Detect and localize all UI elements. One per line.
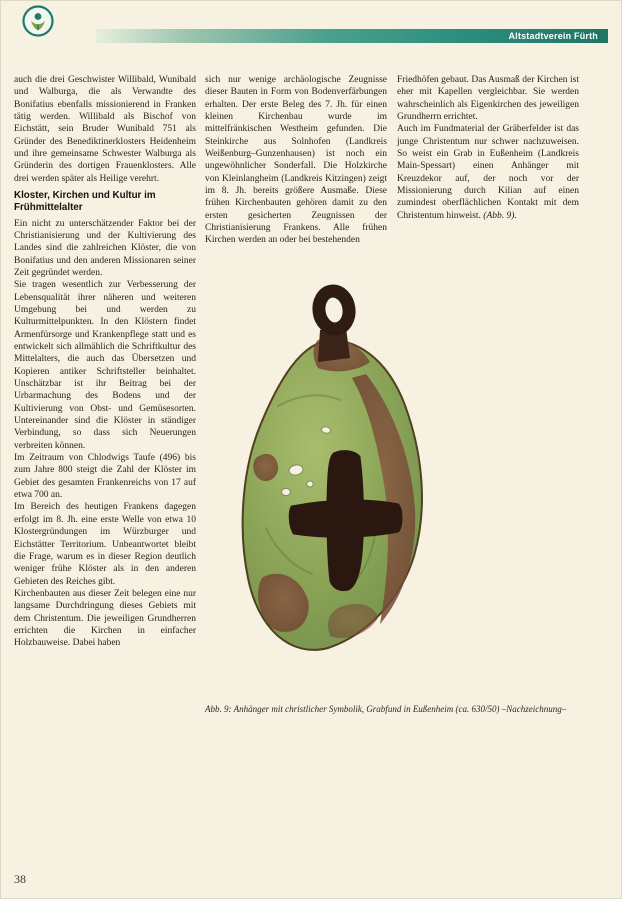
column-middle bbox=[205, 74, 387, 247]
body-paragraph: Sie tragen wesentlich zur Verbesserung der Lebensqualität ihrer näheren und weiteren Umgebung bei und werden zu Kulturmittelpunkten. In den Klöstern findet Armenfürsorge und Krankenpflege statt und es entwickelt sich allmählich die Schriftkultur des Mittelalters, die auch das Übersetzen und Kopieren antiker Schriftsteller beinhaltet. Unschätzbar ist ihr Beitrag bei der Urbarmachung des Bodens und der Kultivierung von Obst- und Gemüsesorten. Untereinander sind die Klöster in ständiger Verbindung, so dass sich Neuerungen verbreiten können. bbox=[14, 280, 196, 451]
body-paragraph: sich nur wenige archäologische Zeugnisse dieser Bauten in Form von Bodenverfärbungen erhalten. Der erste Beleg des 7. Jh. für einen kleinen Kirchenbau wurde im mittelfränkischen Westheim gefunden. Die Steinkirche aus Solnhofen (Landkreis Weißenburg–Gunzenhausen) ist noch ein ungewöhnlicher Sonderfall. Die Holzkirche von Kleinlangheim (Landkreis Kitzingen) zeigt im 8. Jh. bereits größere Ausmaße. Diese frühen Kirchenbauten gehören damit zu den ersten gesicherten Zeugnissen der Christianisierung Frankens. Alle frühen Kirchen werden an oder bei bestehenden bbox=[205, 75, 387, 246]
body-text: Auch im Fundmaterial der Gräberfelder ist das junge Christentum nur schwer nachzuweisen. So weist ein Grab in Eußenheim (Landkreis Main-Spessart) einen Anhänger mit Kreuzdekor auf, der noch vor der Missionierung durch Kilian auf einen zumindest oberflächlichen Kontakt mit dem Christentum hinweist. bbox=[397, 124, 579, 221]
body-paragraph: Im Bereich des heutigen Frankens dagegen erfolgt im 8. Jh. eine erste Welle von etwa 10 Klostergründungen im Würzburger und Eichstätter Territorium. Unbeantwortet bleibt die Frage, warum es in dieser Region deutlich weniger frühe Klöster als in den anderen Gebieten des Reiches gibt. bbox=[14, 502, 196, 587]
figure-reference: (Abb. 9). bbox=[483, 210, 517, 221]
page-number: 38 bbox=[14, 872, 26, 886]
body-paragraph bbox=[397, 123, 579, 222]
pendant-drawing-icon bbox=[218, 278, 433, 676]
section-heading: Kloster, Kirchen und Kultur im Frühmittelalter bbox=[14, 190, 156, 214]
pendant-illustration bbox=[218, 278, 433, 676]
body-paragraph: auch die drei Geschwister Willibald, Wunibald und Walburga, die als Verwandte des Bonifatius ebenfalls missionierend in Franken tätig werden. Willibald als Bischof von Eichstätt, sein Bruder Wunibald 751 als Gründer des Benediktinerklosters Heidenheim und ihre gemeinsame Schwester Walburga als Gründerin des dortigen Frauenklosters. Alle drei werden später als Heilige verehrt. bbox=[14, 75, 196, 184]
publisher-logo-icon bbox=[22, 5, 54, 37]
body-paragraph: Friedhöfen gebaut. Das Ausmaß der Kirchen ist eher mit Kapellen vergleichbar. Sie werden wahrscheinlich als Eigenkirchen des jeweiligen Grundherrn errichtet. bbox=[397, 75, 579, 123]
figure-caption: Abb. 9: Anhänger mit christlicher Symbolik, Grabfund in Eußenheim (ca. 630/50) –Nachzeichnung– bbox=[205, 704, 567, 714]
header-banner bbox=[96, 29, 608, 43]
body-paragraph: Im Zeitraum von Chlodwigs Taufe (496) bis zum Jahre 800 steigt die Zahl der Klöster im Gebiet des gesamten Frankenreichs von 17 auf etwa 700 an. bbox=[14, 453, 196, 501]
publisher-logo bbox=[22, 5, 54, 37]
header-title: Altstadtverein Fürth bbox=[508, 31, 598, 41]
column-right bbox=[397, 74, 579, 222]
column-left bbox=[14, 74, 196, 650]
body-paragraph: Kirchenbauten aus dieser Zeit belegen eine nur langsame Durchdringung dieses Gebiets mit dem Christentum. Die jeweiligen Grundherren errichten die Kirchen in einfacher Holzbauweise. Dabei haben bbox=[14, 588, 196, 649]
body-paragraph: Ein nicht zu unterschätzender Faktor bei der Christianisierung und der Kultivierung des Landes sind die zahlreichen Klöster, die von Bonifatius und den anderen Missionaren seiner Zeit gegründet werden. bbox=[14, 218, 196, 278]
